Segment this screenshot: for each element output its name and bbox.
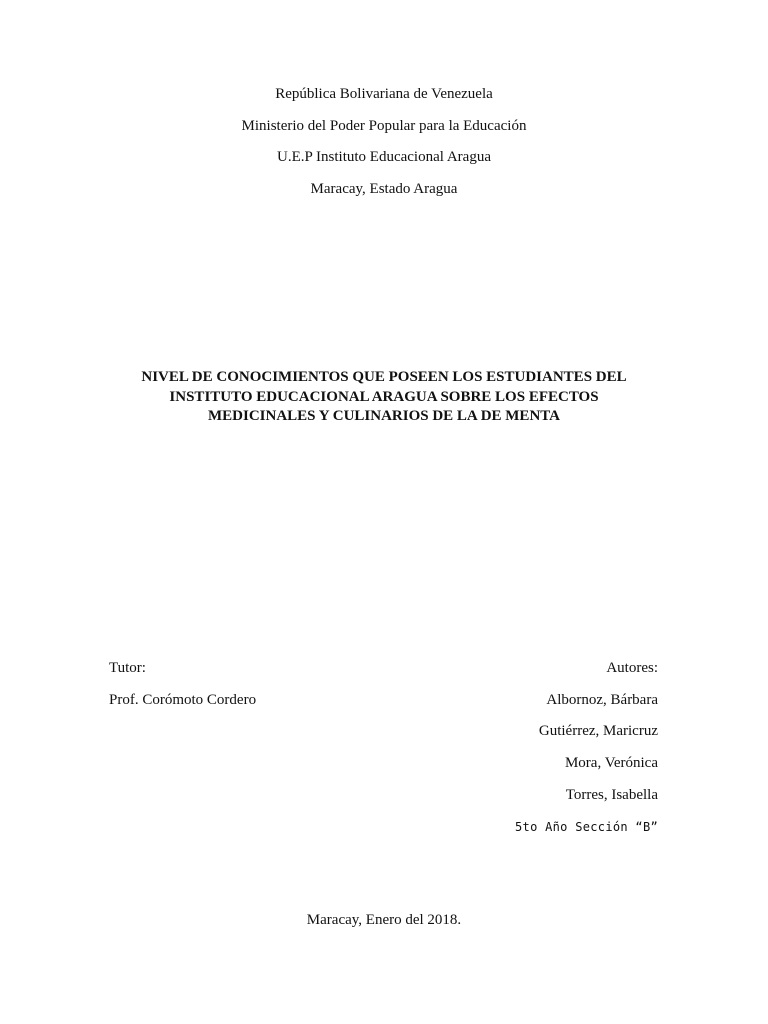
author-name: Gutiérrez, Maricruz: [538, 723, 658, 739]
title-line-3: MEDICINALES Y CULINARIOS DE LA DE MENTA: [208, 408, 560, 424]
document-title: [100, 368, 668, 427]
header-republic: República Bolivariana de Venezuela: [275, 86, 493, 102]
author-name: Mora, Verónica: [564, 755, 658, 771]
authors-section: 5to Año Sección “B”: [515, 820, 658, 834]
title-line-1: NIVEL DE CONOCIMIENTOS QUE POSEEN LOS ESTUDIANTES DEL: [141, 369, 627, 385]
tutor-name: Prof. Corómoto Cordero: [109, 692, 257, 708]
author-name: Albornoz, Bárbara: [546, 692, 658, 708]
header-school: U.E.P Instituto Educacional Aragua: [277, 149, 491, 165]
footer-place-date: Maracay, Enero del 2018.: [306, 912, 462, 928]
header-location: Maracay, Estado Aragua: [310, 181, 458, 197]
author-name: Torres, Isabella: [565, 787, 658, 803]
authors-label: Autores:: [606, 660, 658, 676]
header-ministry: Ministerio del Poder Popular para la Educación: [241, 118, 527, 134]
title-line-2: INSTITUTO EDUCACIONAL ARAGUA SOBRE LOS EFECTOS: [169, 388, 599, 405]
tutor-label: Tutor:: [109, 660, 146, 676]
